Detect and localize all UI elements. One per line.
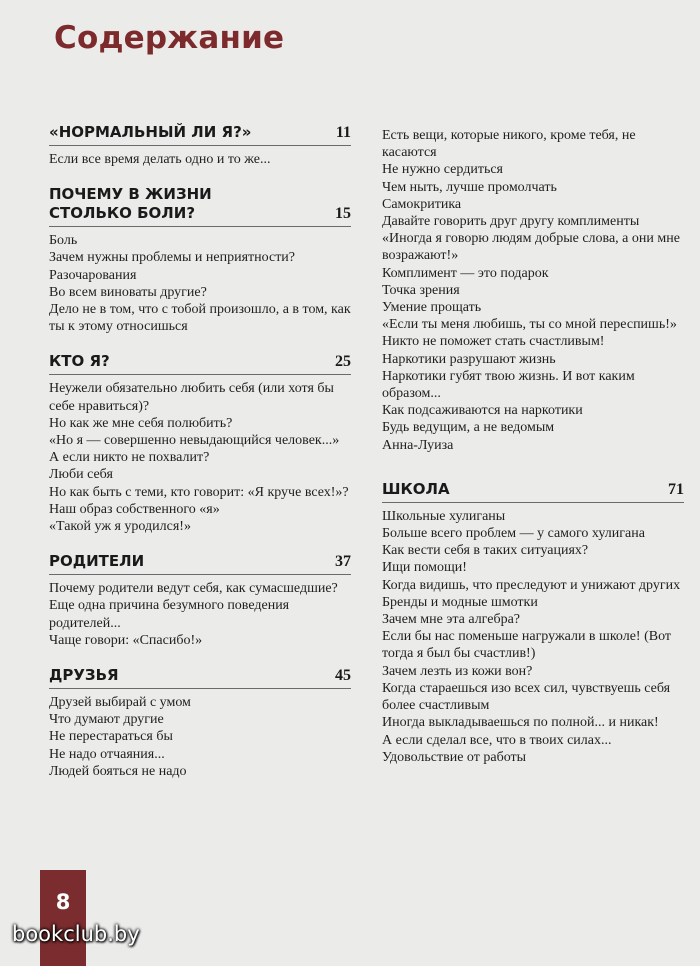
section-title: КТО Я?: [49, 352, 110, 371]
section-heading[interactable]: [49, 666, 351, 689]
watermark: bookclub.by: [12, 922, 140, 946]
toc-entry[interactable]: Точка зрения: [382, 282, 460, 298]
toc-entry[interactable]: Школьные хулиганы: [382, 508, 506, 524]
toc-entry[interactable]: Неужели обязательно любить себя (или хотя бы себе нравиться)?: [49, 381, 334, 414]
page-title: Содержание: [54, 20, 285, 56]
toc-entry[interactable]: Если бы нас поменьше нагружали в школе! (Вот тогда я был бы счастлив!): [382, 629, 672, 662]
page-number-tab: [40, 870, 86, 966]
toc-entry[interactable]: Если все время делать одно и то же...: [49, 152, 271, 167]
toc-entry[interactable]: Как вести себя в таких ситуациях?: [382, 543, 589, 559]
toc-entry[interactable]: Наркотики разрушают жизнь: [382, 351, 556, 367]
toc-entry[interactable]: Во всем виноваты другие?: [49, 284, 207, 300]
toc-entry[interactable]: Чаще говори: «Спасибо!»: [49, 632, 203, 648]
toc-entry[interactable]: Когда видишь, что преследуют и унижают других: [382, 577, 681, 593]
toc-section-school: [382, 480, 684, 766]
section-title: ПОЧЕМУ В ЖИЗНИ СТОЛЬКО БОЛИ?: [49, 185, 212, 223]
toc-entry[interactable]: Что думают другие: [49, 712, 164, 728]
toc-entry[interactable]: Зачем лезть из кожи вон?: [382, 663, 533, 679]
toc-entry[interactable]: Зачем мне эта алгебра?: [382, 612, 521, 628]
toc-entry[interactable]: Не перестараться бы: [49, 729, 173, 745]
toc-right-column: [382, 127, 684, 783]
toc-entry[interactable]: Люби себя: [49, 467, 113, 483]
section-page-number: 45: [335, 667, 351, 685]
toc-entry[interactable]: Наш образ собственного «я»: [49, 501, 220, 517]
toc-entry[interactable]: Чем ныть, лучше промолчать: [382, 179, 557, 195]
section-heading[interactable]: [49, 352, 351, 375]
toc-entry[interactable]: Еще одна причина безумного поведения родителей...: [49, 598, 290, 631]
toc-entry[interactable]: «Такой уж я уродился!»: [49, 519, 191, 535]
section-title: ШКОЛА: [382, 479, 450, 498]
section-page-number: 25: [335, 353, 351, 371]
section-heading[interactable]: [49, 123, 351, 146]
toc-continued-list: [382, 127, 684, 454]
section-page-number: 71: [668, 480, 684, 498]
toc-left-column: [49, 123, 351, 797]
toc-section-friends: [49, 666, 351, 780]
toc-entry[interactable]: Но как же мне себя полюбить?: [49, 415, 233, 431]
toc-entry[interactable]: А если сделал все, что в твоих силах...: [382, 732, 612, 748]
toc-entry[interactable]: «Но я — совершенно невыдающийся человек...»: [49, 433, 340, 449]
toc-entry[interactable]: Удовольствие от работы: [382, 749, 527, 765]
page-number: 8: [55, 890, 71, 914]
toc-section-parents: [49, 552, 351, 649]
toc-entry[interactable]: Когда стараешься изо всех сил, чувствуешь себя более счастливым: [382, 680, 671, 714]
toc-entry[interactable]: Ищи помощи!: [382, 560, 467, 576]
toc-entry[interactable]: Друзей выбирай с умом: [49, 695, 191, 711]
toc-entry[interactable]: Бренды и модные шмотки: [382, 594, 538, 610]
toc-entry[interactable]: Никто не поможет стать счастливым!: [382, 334, 605, 350]
toc-entry[interactable]: Умение прощать: [382, 300, 482, 316]
toc-entry[interactable]: Самокритика: [382, 196, 462, 212]
toc-entry[interactable]: Дело не в том, что с тобой произошло, а в том, как ты к этому относишься: [49, 302, 351, 335]
section-title: «НОРМАЛЬНЫЙ ЛИ Я?»: [49, 123, 252, 141]
toc-section-pain: [49, 185, 351, 335]
toc-entry[interactable]: Зачем нужны проблемы и неприятности?: [49, 250, 296, 266]
toc-entry[interactable]: Больше всего проблем — у самого хулигана: [382, 526, 645, 542]
toc-section-who-am-i: [49, 352, 351, 535]
toc-entry[interactable]: Комплимент — это подарок: [382, 265, 549, 281]
section-page-number: 37: [335, 553, 351, 571]
toc-entry[interactable]: А если никто не похвалит?: [49, 450, 210, 466]
section-heading[interactable]: [49, 552, 351, 575]
toc-entry[interactable]: Разочарования: [49, 267, 137, 283]
toc-entry[interactable]: Наркотики губят твою жизнь. И вот каким образом...: [382, 368, 635, 402]
section-page-number: 11: [335, 124, 351, 141]
toc-entry[interactable]: Иногда выкладываешься по полной... и никак!: [382, 715, 659, 731]
section-heading[interactable]: [49, 185, 351, 227]
toc-entry[interactable]: Почему родители ведут себя, как сумасшедшие?: [49, 581, 338, 597]
section-title: РОДИТЕЛИ: [49, 552, 145, 571]
section-heading[interactable]: [382, 480, 684, 503]
section-page-number: 15: [335, 205, 351, 223]
toc-entry[interactable]: «Если ты меня любишь, ты со мной переспишь!»: [382, 317, 677, 333]
toc-entry[interactable]: Людей бояться не надо: [49, 763, 187, 779]
toc-entry[interactable]: Не надо отчаяния...: [49, 746, 165, 762]
toc-entry[interactable]: Есть вещи, которые никого, кроме тебя, не касаются: [382, 128, 636, 161]
toc-entry[interactable]: Будь ведущим, а не ведомым: [382, 420, 555, 436]
section-title: ДРУЗЬЯ: [49, 666, 119, 685]
toc-entry[interactable]: Не нужно сердиться: [382, 162, 503, 178]
toc-entry[interactable]: Анна-Луиза: [382, 437, 454, 453]
toc-entry[interactable]: Но как быть с теми, кто говорит: «Я круче всех!»?: [49, 484, 349, 500]
toc-entry[interactable]: Как подсаживаются на наркотики: [382, 403, 583, 419]
toc-entry[interactable]: «Иногда я говорю людям добрые слова, а они мне возражают!»: [382, 231, 680, 264]
toc-entry[interactable]: Давайте говорить друг другу комплименты: [382, 214, 640, 230]
toc-section-normal: [49, 123, 351, 168]
toc-entry[interactable]: Боль: [49, 233, 78, 249]
